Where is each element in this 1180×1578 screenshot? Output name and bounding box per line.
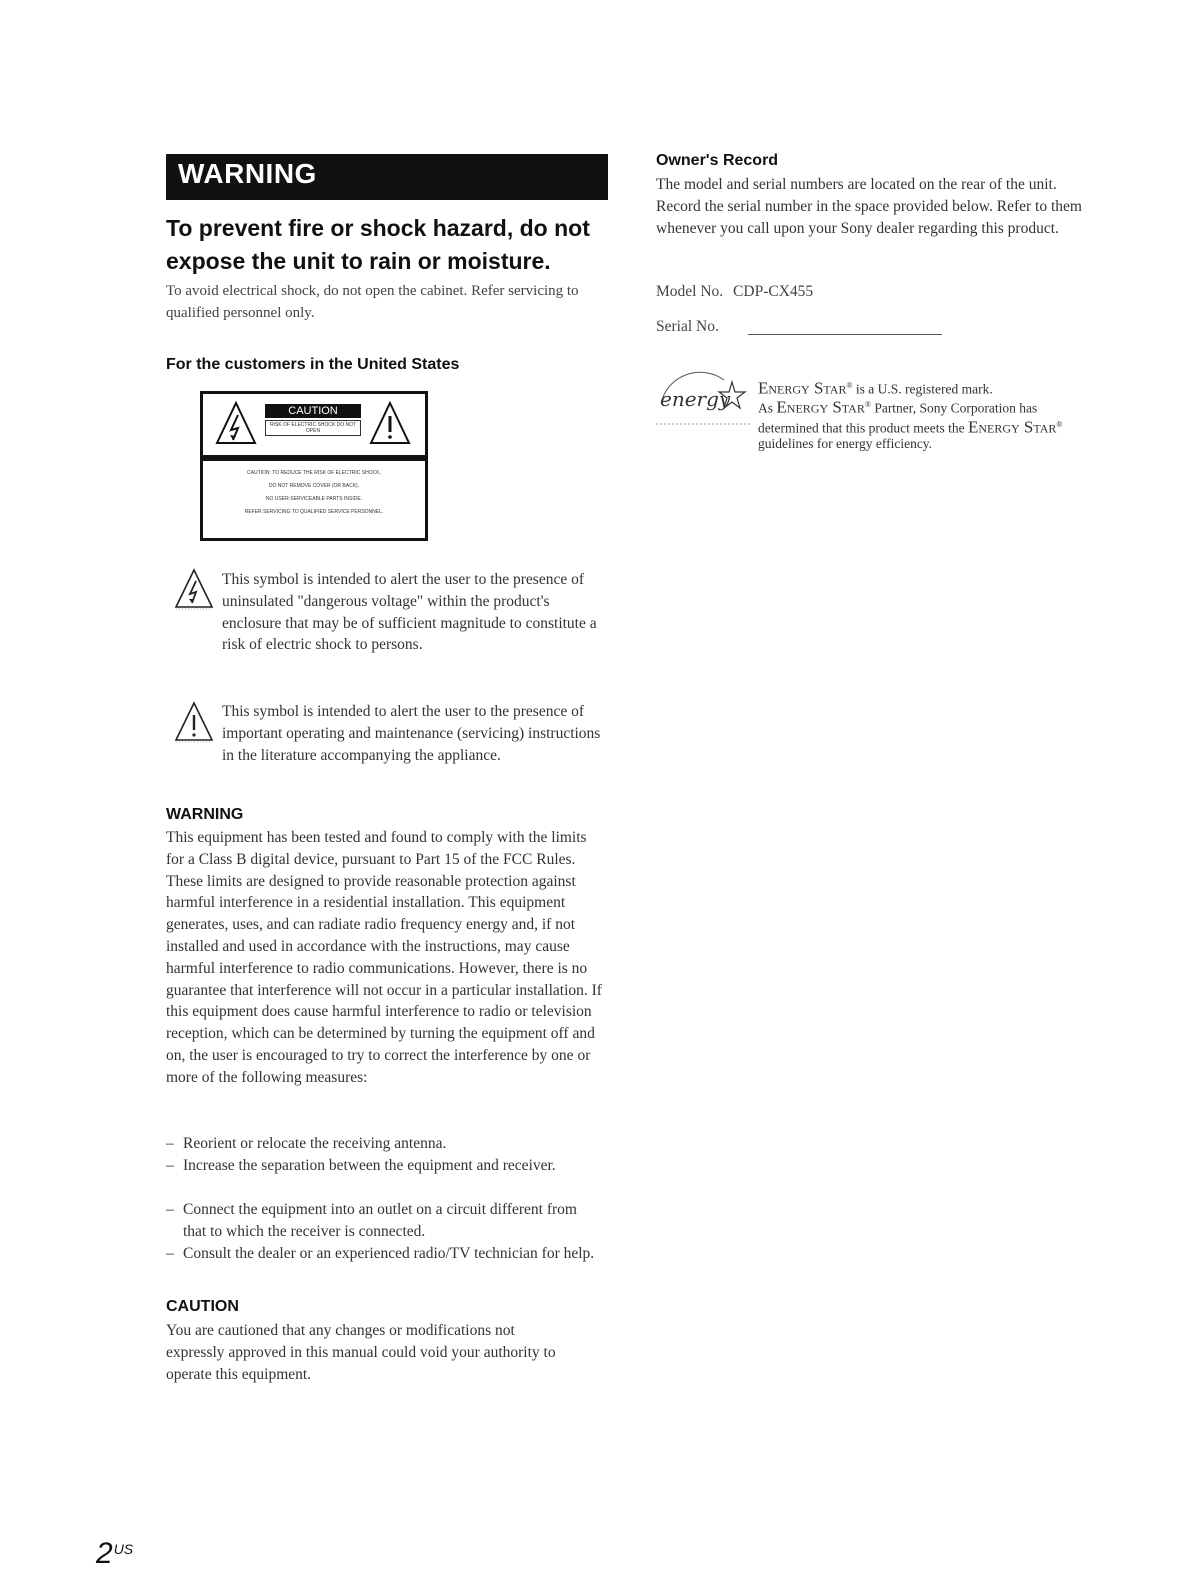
exclamation-triangle-icon — [174, 701, 214, 743]
caution-label-line: DO NOT REMOVE COVER (OR BACK). — [268, 483, 360, 489]
caution-label-line: REFER SERVICING TO QUALIFIED SERVICE PERSONNEL. — [244, 509, 384, 515]
caution-label-subtitle: RISK OF ELECTRIC SHOCK DO NOT OPEN — [265, 420, 361, 436]
fcc-warning-heading: WARNING — [166, 806, 244, 823]
measure-text: Connect the equipment into an outlet on a circuit different from that to which the receiver is connected. — [183, 1201, 577, 1240]
energy-star-text: Energy Star® is a U.S. registered mark. As Energy Star® Partner, Sony Corporation has determined that this product meets the Energy Star® guidelines for energy efficiency. — [758, 378, 1063, 451]
energy-line1: is a U.S. registered mark. — [855, 381, 993, 396]
symbol-voltage-text: This symbol is intended to alert the user to the presence of uninsulated "dangerous voltage" within the product's enclosure that may be of sufficient magnitude to constitute a risk of electric shock to persons. — [222, 571, 597, 654]
page-suffix: US — [113, 1541, 134, 1557]
energy-brand: Energy Star — [967, 417, 1057, 436]
model-label: Model No. — [656, 283, 724, 300]
energy-line2: Partner, Sony Corporation has determined that this product meets the — [758, 400, 1038, 435]
owners-record-heading: Owner's Record — [656, 152, 779, 169]
energy-brand: Energy Star — [758, 378, 847, 397]
warning-banner — [166, 154, 608, 200]
main-heading: To prevent fire or shock hazard, do not expose the unit to rain or moisture. — [166, 215, 590, 274]
model-number-line — [656, 283, 813, 301]
fcc-warning-body: This equipment has been tested and found to comply with the limits for a Class B digital device, pursuant to Part 15 of the FCC Rules. These limits are designed to provide reasonable protection against harmful interference in a residential installation. This equipment generates, uses, and can radiate radio frequency energy and, if not installed and used in accordance with the instructions, may cause harmful interference to radio communications. However, there is no guarantee that interference will not occur in a particular installation. If this equipment does cause harmful interference to radio or television reception, which can be determined by turning the equipment off and on, the user is encouraged to try to correct the interference by one or more of the following measures: — [166, 829, 602, 1086]
lightning-triangle-icon — [174, 568, 214, 610]
page-number — [96, 1537, 133, 1571]
caution-label — [200, 391, 428, 541]
caution-body: You are cautioned that any changes or modifications not expressly approved in this manual could void your authority to operate this equipment. — [166, 1322, 556, 1383]
caution-label-bottom — [203, 461, 425, 538]
measure-text: Reorient or relocate the receiving antenna. — [183, 1135, 447, 1152]
owners-record-body: The model and serial numbers are located on the rear of the unit. Record the serial number in the space provided below. Refer to them whenever you call upon your Sony dealer regarding this product. — [656, 176, 1082, 237]
energy-brand: Energy Star — [776, 397, 865, 417]
serial-number-field — [748, 334, 942, 335]
lightning-triangle-icon — [215, 400, 257, 446]
symbol-instructions-text: This symbol is intended to alert the user to the presence of important operating and maintenance (servicing) instructions in the literature accompanying the appliance. — [222, 703, 601, 764]
caution-heading: CAUTION — [166, 1298, 239, 1315]
warning-banner-text: WARNING — [178, 158, 317, 189]
energy-star-logo-icon — [654, 366, 754, 428]
caution-label-top — [203, 394, 425, 455]
caution-label-line: NO USER-SERVICEABLE PARTS INSIDE. — [265, 496, 363, 502]
energy-line2-end: guidelines for energy efficiency. — [758, 436, 933, 451]
energy-line2-prefix: As — [758, 400, 774, 416]
serial-label: Serial No. — [656, 318, 719, 335]
serial-number-line — [656, 318, 719, 336]
caution-label-line: CAUTION: TO REDUCE THE RISK OF ELECTRIC SHOCK, — [247, 470, 381, 476]
model-value: CDP-CX455 — [733, 283, 814, 300]
us-customers-heading: For the customers in the United States — [166, 356, 460, 373]
energy-logo-text: energy — [660, 387, 731, 411]
measure-text: Increase the separation between the equipment and receiver. — [183, 1157, 556, 1174]
intro-text: To avoid electrical shock, do not open the cabinet. Refer servicing to qualified personnel only. — [166, 283, 579, 321]
exclamation-triangle-icon — [369, 400, 411, 446]
caution-label-title: CAUTION — [265, 404, 361, 418]
page-number-value: 2 — [96, 1537, 113, 1570]
measure-text: Consult the dealer or an experienced radio/TV technician for help. — [183, 1245, 595, 1262]
